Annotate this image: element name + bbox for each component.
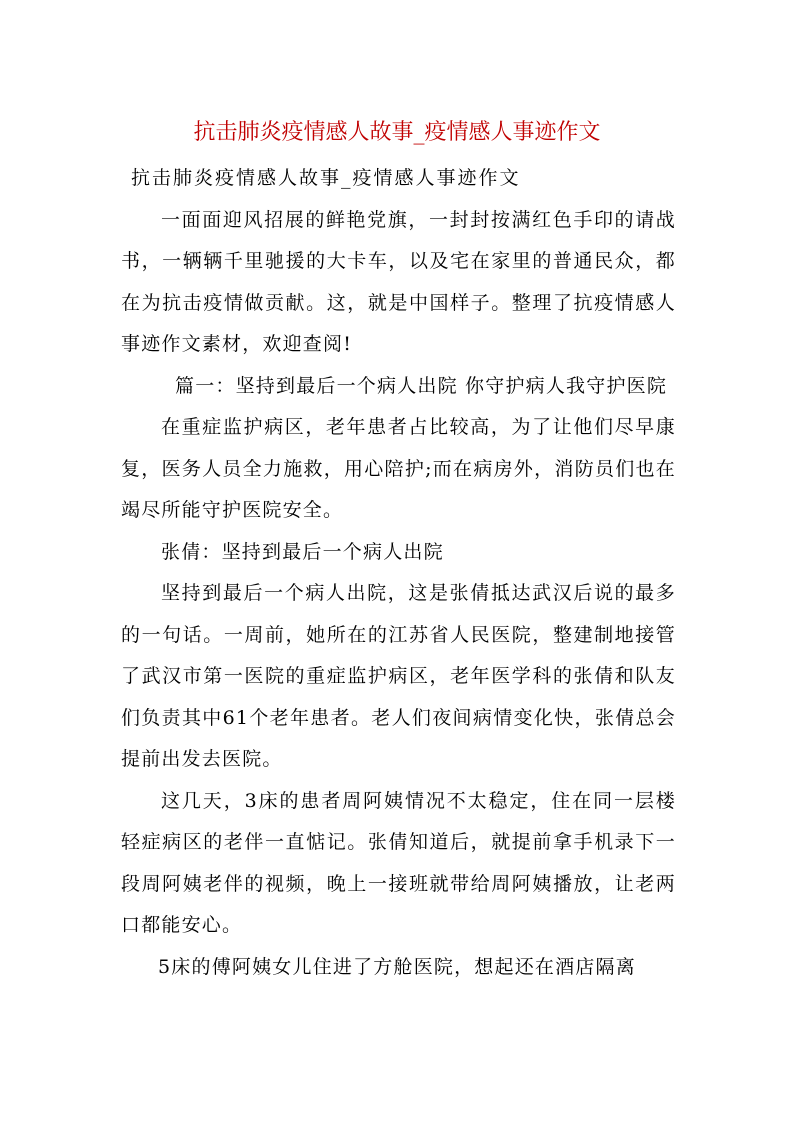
document-title: 抗击肺炎疫情感人故事_疫情感人事迹作文 bbox=[193, 119, 601, 145]
paragraph-icu: 在重症监护病区，老年患者占比较高，为了让他们尽早康复，医务人员全力施救，用心陪护;而在病房外，消防员们也在竭尽所能守护医院安全。 bbox=[121, 416, 676, 521]
subheading-zhang-qian: 张倩：坚持到最后一个病人出院 bbox=[161, 540, 444, 563]
document-subtitle: 抗击肺炎疫情感人故事_疫情感人事迹作文 bbox=[131, 167, 521, 189]
paragraph-zhang-qian: 坚持到最后一个病人出院，这是张倩抵达武汉后说的最多的一句话。一周前，她所在的江苏省人民医院，整建制地接管了武汉市第一医院的重症监护病区，老年医学科的张倩和队友们负责其中61个老年患者。老人们夜间病情变化快，张倩总会提前出发去医院。 bbox=[121, 582, 676, 770]
section-heading-1: 篇一：坚持到最后一个病人出院 你守护病人我守护医院 bbox=[175, 374, 668, 397]
document-body bbox=[121, 158, 676, 988]
paragraph-bed-3: 这几天，3床的患者周阿姨情况不太稳定，住在同一层楼轻症病区的老伴一直惦记。张倩知道后，就提前拿手机录下一段周阿姨老伴的视频，晚上一接班就带给周阿姨播放，让老两口都能安心。 bbox=[121, 789, 676, 936]
paragraph-intro: 一面面迎风招展的鲜艳党旗，一封封按满红色手印的请战书，一辆辆千里驰援的大卡车，以及宅在家里的普通民众，都在为抗击疫情做贡献。这，就是中国样子。整理了抗疫情感人事迹作文素材，欢迎查阅! bbox=[121, 208, 676, 355]
paragraph-bed-5: 5床的傅阿姨女儿住进了方舱医院，想起还在酒店隔离 bbox=[158, 955, 636, 978]
